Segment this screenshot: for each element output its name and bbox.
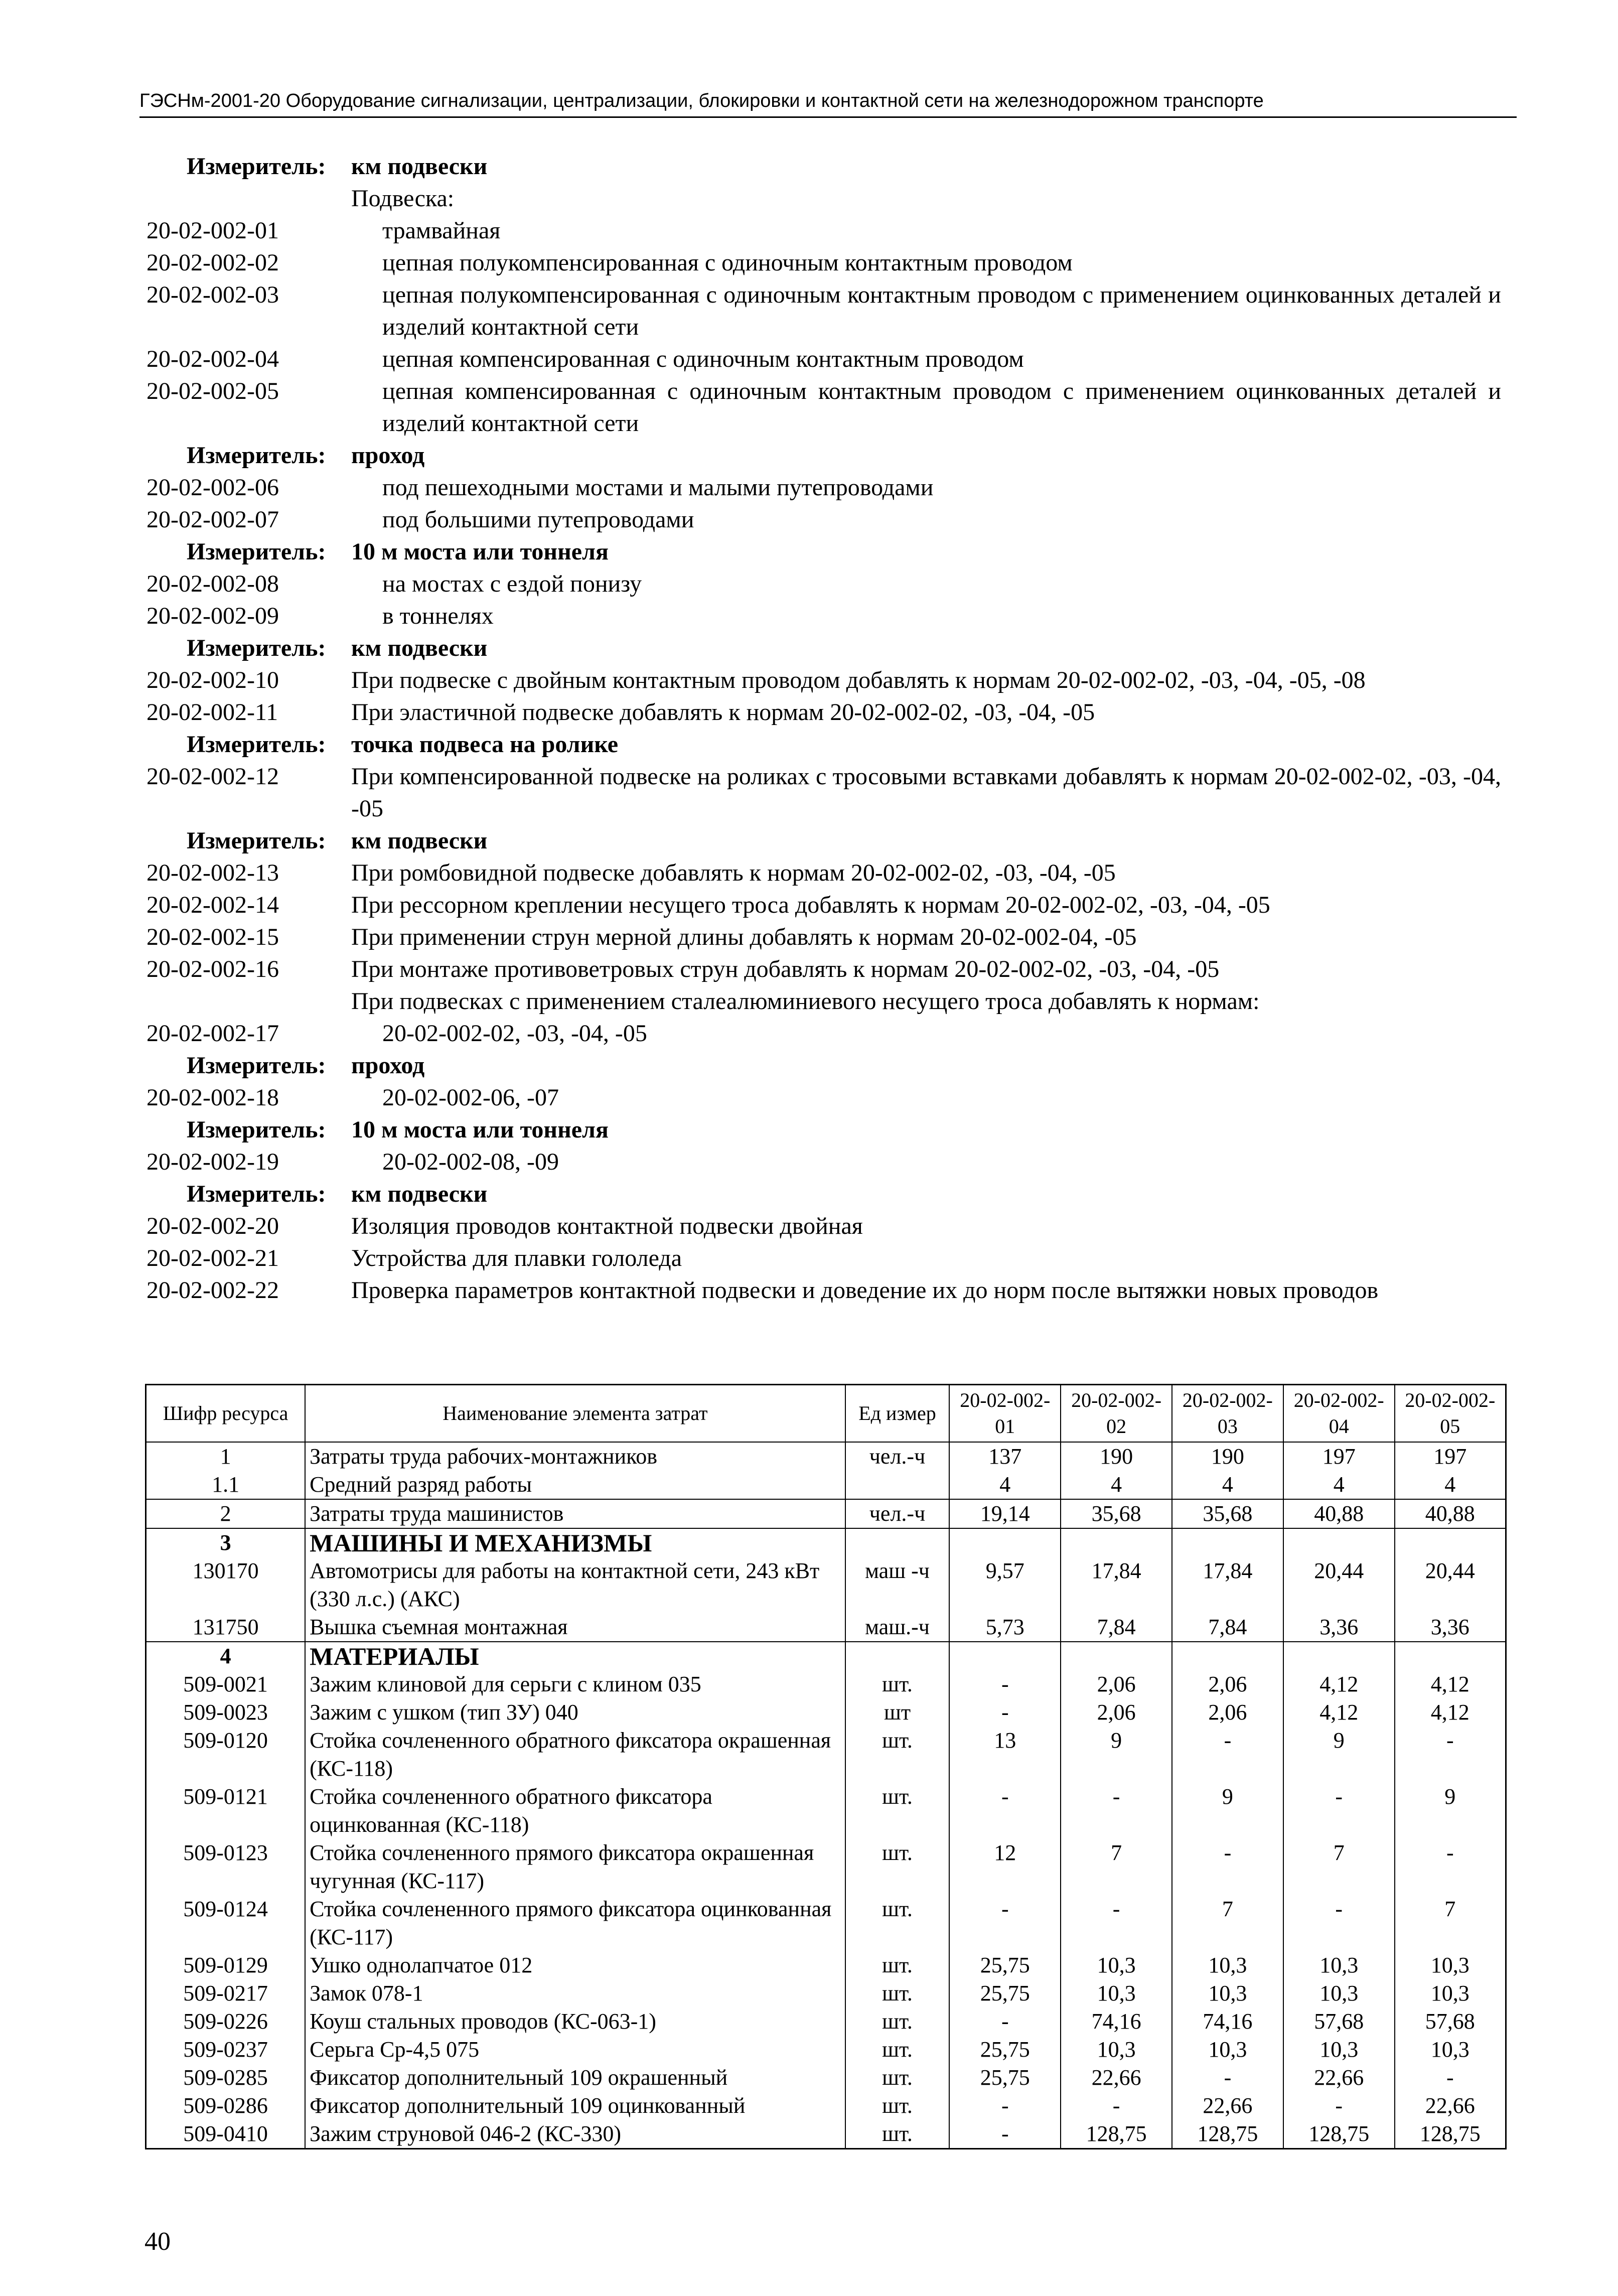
table-section-row bbox=[146, 1528, 1506, 1557]
norm-item bbox=[146, 215, 1501, 247]
cost-element-name: Затраты труда машинистов bbox=[305, 1499, 845, 1528]
norm-description: При ромбовидной подвеске добавлять к нормам 20-02-002-02, -03, -04, -05 bbox=[351, 859, 1116, 886]
measure-line bbox=[146, 440, 1501, 472]
norm-item bbox=[146, 375, 1501, 440]
norm-value: - bbox=[1172, 2064, 1283, 2092]
cost-element-name: Стойка сочлененного обратного фиксатора окрашенная (КС-118) bbox=[305, 1727, 845, 1783]
norm-value: 10,3 bbox=[1395, 1951, 1506, 1979]
norm-description: цепная компенсированная с одиночным контактным проводом bbox=[382, 346, 1024, 372]
norm-value: 4 bbox=[1395, 1471, 1506, 1499]
norm-value: 9 bbox=[1061, 1727, 1172, 1783]
norm-description: цепная полукомпенсированная с одиночным контактным проводом bbox=[382, 249, 1073, 276]
unit: маш -ч bbox=[845, 1557, 950, 1613]
resource-code: 1.1 bbox=[146, 1471, 306, 1499]
norm-value: 2,06 bbox=[1172, 1698, 1283, 1727]
norm-value bbox=[1395, 1642, 1506, 1670]
norm-item bbox=[146, 600, 1501, 632]
cost-element-name: Средний разряд работы bbox=[305, 1471, 845, 1499]
cost-element-name: МАШИНЫ И МЕХАНИЗМЫ bbox=[305, 1528, 845, 1557]
table-row bbox=[146, 2036, 1506, 2064]
norm-value: 128,75 bbox=[1395, 2120, 1506, 2149]
norm-description: При эластичной подвеске добавлять к нормам 20-02-002-02, -03, -04, -05 bbox=[351, 699, 1095, 726]
measure-value: 10 м моста или тоннеля bbox=[351, 538, 609, 565]
norm-description: под большими путепроводами bbox=[382, 506, 694, 533]
norm-item bbox=[146, 472, 1501, 504]
norm-value: 57,68 bbox=[1283, 2007, 1395, 2036]
norm-code: 20-02-002-02 bbox=[146, 249, 279, 276]
norm-value: 10,3 bbox=[1395, 1979, 1506, 2007]
norm-value bbox=[1395, 1528, 1506, 1557]
norm-value: 9 bbox=[1395, 1783, 1506, 1839]
norm-description: в тоннелях bbox=[382, 603, 494, 629]
norm-item bbox=[146, 1242, 1501, 1274]
norm-code: 20-02-002-16 bbox=[146, 956, 279, 982]
table-row bbox=[146, 1613, 1506, 1642]
norm-value: - bbox=[949, 1783, 1061, 1839]
norm-value: 4 bbox=[1283, 1471, 1395, 1499]
norm-value: 9,57 bbox=[949, 1557, 1061, 1613]
norm-value: 35,68 bbox=[1061, 1499, 1172, 1528]
cost-element-name: Серьга Ср-4,5 075 bbox=[305, 2036, 845, 2064]
norm-description: 20-02-002-02, -03, -04, -05 bbox=[382, 1020, 647, 1047]
norm-description: При подвеске с двойным контактным проводом добавлять к нормам 20-02-002-02, -03, -04, -05, -08 bbox=[351, 667, 1366, 693]
norm-description: При монтаже противоветровых струн добавлять к нормам 20-02-002-02, -03, -04, -05 bbox=[351, 956, 1220, 982]
norm-value: 4 bbox=[949, 1471, 1061, 1499]
unit: шт. bbox=[845, 1670, 950, 1698]
norm-value: 25,75 bbox=[949, 2036, 1061, 2064]
cost-element-name: Зажим с ушком (тип ЗУ) 040 bbox=[305, 1698, 845, 1727]
norm-item bbox=[146, 279, 1501, 343]
norms-list bbox=[146, 151, 1501, 1307]
resource-code: 509-0124 bbox=[146, 1895, 306, 1951]
norm-value: 10,3 bbox=[1172, 1979, 1283, 2007]
norm-value: 12 bbox=[949, 1839, 1061, 1895]
norm-code: 20-02-002-19 bbox=[146, 1149, 279, 1175]
norm-value: 10,3 bbox=[1061, 1979, 1172, 2007]
norm-value bbox=[1061, 1528, 1172, 1557]
table-row bbox=[146, 1499, 1506, 1528]
norm-item bbox=[146, 857, 1501, 889]
measure-value: км подвески bbox=[351, 153, 488, 180]
norm-value: 4,12 bbox=[1395, 1670, 1506, 1698]
norm-value: 4 bbox=[1172, 1471, 1283, 1499]
cost-element-name: Зажим струновой 046-2 (КС-330) bbox=[305, 2120, 845, 2149]
norm-value: 4,12 bbox=[1283, 1698, 1395, 1727]
norm-value: - bbox=[1283, 1783, 1395, 1839]
cost-element-name: Ушко однолапчатое 012 bbox=[305, 1951, 845, 1979]
norm-item bbox=[146, 1274, 1501, 1307]
resource-code: 509-0123 bbox=[146, 1839, 306, 1895]
norm-value: 197 bbox=[1283, 1442, 1395, 1471]
unit bbox=[845, 1642, 950, 1670]
resource-code: 509-0217 bbox=[146, 1979, 306, 2007]
resource-code: 4 bbox=[146, 1642, 306, 1670]
norm-item bbox=[146, 1210, 1501, 1242]
measure-label: Измеритель: bbox=[187, 1181, 326, 1207]
measure-line bbox=[146, 151, 1501, 183]
norm-value bbox=[1283, 1642, 1395, 1670]
resource-code: 509-0410 bbox=[146, 2120, 306, 2149]
norm-value: - bbox=[949, 2120, 1061, 2149]
norm-value: 10,3 bbox=[1283, 1951, 1395, 1979]
norm-code: 20-02-002-08 bbox=[146, 570, 279, 597]
norm-value bbox=[1061, 1642, 1172, 1670]
unit: шт. bbox=[845, 1979, 950, 2007]
norm-item bbox=[146, 247, 1501, 279]
unit: шт. bbox=[845, 1839, 950, 1895]
norm-value: 7,84 bbox=[1061, 1613, 1172, 1642]
norm-item bbox=[146, 1082, 1501, 1114]
table-row bbox=[146, 1557, 1506, 1613]
norm-value: 2,06 bbox=[1061, 1698, 1172, 1727]
norm-value: 10,3 bbox=[1172, 2036, 1283, 2064]
norm-value: - bbox=[1172, 1839, 1283, 1895]
header-unit: Ед измер bbox=[845, 1385, 950, 1443]
table-row bbox=[146, 2064, 1506, 2092]
resource-code: 509-0226 bbox=[146, 2007, 306, 2036]
cost-element-name: Стойка сочлененного прямого фиксатора оцинкованная (КС-117) bbox=[305, 1895, 845, 1951]
measure-label: Измеритель: bbox=[187, 1052, 326, 1079]
resource-code: 130170 bbox=[146, 1557, 306, 1613]
norm-value: - bbox=[1172, 1727, 1283, 1783]
norm-code: 20-02-002-13 bbox=[146, 859, 279, 886]
measure-value: проход bbox=[351, 1052, 425, 1079]
norm-value: 40,88 bbox=[1395, 1499, 1506, 1528]
measure-line bbox=[146, 632, 1501, 664]
norm-value: 40,88 bbox=[1283, 1499, 1395, 1528]
norm-value: 57,68 bbox=[1395, 2007, 1506, 2036]
norm-value: 17,84 bbox=[1172, 1557, 1283, 1613]
unit: шт. bbox=[845, 2092, 950, 2120]
norm-code: 20-02-002-17 bbox=[146, 1020, 279, 1047]
cost-element-name: Фиксатор дополнительный 109 окрашенный bbox=[305, 2064, 845, 2092]
table-row bbox=[146, 1979, 1506, 2007]
cost-element-name: Стойка сочлененного прямого фиксатора окрашенная чугунная (КС-117) bbox=[305, 1839, 845, 1895]
unit bbox=[845, 1471, 950, 1499]
cost-element-name: Замок 078-1 bbox=[305, 1979, 845, 2007]
resource-code: 509-0021 bbox=[146, 1670, 306, 1698]
norm-description: под пешеходными мостами и малыми путепроводами bbox=[382, 474, 934, 501]
subheading bbox=[146, 183, 1501, 215]
norm-value: 74,16 bbox=[1061, 2007, 1172, 2036]
norm-item bbox=[146, 889, 1501, 921]
table-row bbox=[146, 1839, 1506, 1895]
norm-description: на мостах с ездой понизу bbox=[382, 570, 642, 597]
norm-value: 74,16 bbox=[1172, 2007, 1283, 2036]
norm-value: 2,06 bbox=[1172, 1670, 1283, 1698]
norm-code: 20-02-002-11 bbox=[146, 699, 278, 726]
norm-value: - bbox=[1283, 1895, 1395, 1951]
norm-value: 10,3 bbox=[1395, 2036, 1506, 2064]
norm-value bbox=[1172, 1528, 1283, 1557]
resource-code: 509-0120 bbox=[146, 1727, 306, 1783]
resource-code: 509-0286 bbox=[146, 2092, 306, 2120]
cost-element-name: Зажим клиновой для серьги с клином 035 bbox=[305, 1670, 845, 1698]
norm-code: 20-02-002-12 bbox=[146, 763, 279, 790]
norm-description: При компенсированной подвеске на роликах с тросовыми вставками добавлять к нормам 20-02-002-02, -03, -04, -05 bbox=[351, 763, 1501, 822]
table-row bbox=[146, 2007, 1506, 2036]
norm-value: 20,44 bbox=[1283, 1557, 1395, 1613]
norm-value: 4,12 bbox=[1395, 1698, 1506, 1727]
norm-value: 128,75 bbox=[1172, 2120, 1283, 2149]
unit: шт. bbox=[845, 1783, 950, 1839]
norm-value: 9 bbox=[1283, 1727, 1395, 1783]
norm-value: 22,66 bbox=[1283, 2064, 1395, 2092]
norm-description: При применении струн мерной длины добавлять к нормам 20-02-002-04, -05 bbox=[351, 924, 1137, 950]
norm-value: 4 bbox=[1061, 1471, 1172, 1499]
measure-value: точка подвеса на ролике bbox=[351, 731, 619, 758]
norm-code: 20-02-002-07 bbox=[146, 506, 279, 533]
measure-line bbox=[146, 536, 1501, 568]
cost-element-name: Стойка сочлененного обратного фиксатора оцинкованная (КС-118) bbox=[305, 1783, 845, 1839]
header-cost-element: Наименование элемента затрат bbox=[305, 1385, 845, 1443]
norm-code: 20-02-002-05 bbox=[146, 378, 279, 404]
norm-code: 20-02-002-03 bbox=[146, 281, 279, 308]
norm-description: цепная компенсированная с одиночным контактным проводом с применением оцинкованных деталей и изделий контактной сети bbox=[382, 378, 1501, 437]
measure-line bbox=[146, 1050, 1501, 1082]
norm-description: Проверка параметров контактной подвески и доведение их до норм после вытяжки новых проводов bbox=[351, 1277, 1379, 1304]
norm-description: 20-02-002-08, -09 bbox=[382, 1149, 559, 1175]
measure-line bbox=[146, 825, 1501, 857]
norm-value bbox=[1283, 1528, 1395, 1557]
unit: чел.-ч bbox=[845, 1442, 950, 1471]
norm-code: 20-02-002-21 bbox=[146, 1245, 279, 1271]
norm-description: трамвайная bbox=[382, 217, 501, 244]
norm-value: - bbox=[1283, 2092, 1395, 2120]
note-text: При подвесках с применением сталеалюминиевого несущего троса добавлять к нормам: bbox=[351, 988, 1260, 1015]
norm-code: 20-02-002-04 bbox=[146, 346, 279, 372]
table-row bbox=[146, 1442, 1506, 1471]
resource-code: 509-0285 bbox=[146, 2064, 306, 2092]
norm-value: 25,75 bbox=[949, 1951, 1061, 1979]
norm-value: - bbox=[1395, 1727, 1506, 1783]
unit: чел.-ч bbox=[845, 1499, 950, 1528]
unit: шт. bbox=[845, 2007, 950, 2036]
norm-value: 20,44 bbox=[1395, 1557, 1506, 1613]
norm-value: - bbox=[949, 1698, 1061, 1727]
norm-description: Изоляция проводов контактной подвески двойная bbox=[351, 1213, 863, 1239]
norm-value: - bbox=[949, 1895, 1061, 1951]
table-row bbox=[146, 1895, 1506, 1951]
cost-element-name: Коуш стальных проводов (КС-063-1) bbox=[305, 2007, 845, 2036]
norm-value bbox=[949, 1642, 1061, 1670]
norm-code: 20-02-002-18 bbox=[146, 1084, 279, 1111]
table-row bbox=[146, 1951, 1506, 1979]
table-row bbox=[146, 1698, 1506, 1727]
measure-line bbox=[146, 1114, 1501, 1146]
norm-value: 128,75 bbox=[1061, 2120, 1172, 2149]
table-row bbox=[146, 1471, 1506, 1499]
norm-value: - bbox=[1061, 2092, 1172, 2120]
norm-code: 20-02-002-09 bbox=[146, 603, 279, 629]
norm-description: Устройства для плавки гололеда bbox=[351, 1245, 682, 1271]
norm-value: 35,68 bbox=[1172, 1499, 1283, 1528]
norm-item bbox=[146, 761, 1501, 825]
norm-value: 190 bbox=[1061, 1442, 1172, 1471]
resource-code: 509-0237 bbox=[146, 2036, 306, 2064]
unit: маш.-ч bbox=[845, 1613, 950, 1642]
norm-value: 128,75 bbox=[1283, 2120, 1395, 2149]
unit: шт. bbox=[845, 1727, 950, 1783]
resource-code: 131750 bbox=[146, 1613, 306, 1642]
measure-label: Измеритель: bbox=[187, 153, 326, 180]
norm-item bbox=[146, 343, 1501, 375]
unit: шт. bbox=[845, 1895, 950, 1951]
norm-code: 20-02-002-01 bbox=[146, 217, 279, 244]
norm-value: 19,14 bbox=[949, 1499, 1061, 1528]
norm-value: 22,66 bbox=[1172, 2092, 1283, 2120]
unit: шт bbox=[845, 1698, 950, 1727]
cost-element-name: МАТЕРИАЛЫ bbox=[305, 1642, 845, 1670]
norm-value: 7 bbox=[1395, 1895, 1506, 1951]
norm-description: При рессорном креплении несущего троса добавлять к нормам 20-02-002-02, -03, -04, -05 bbox=[351, 892, 1270, 918]
norm-value: 10,3 bbox=[1283, 2036, 1395, 2064]
measure-label: Измеритель: bbox=[187, 731, 326, 758]
norm-value bbox=[1172, 1642, 1283, 1670]
resource-code: 2 bbox=[146, 1499, 306, 1528]
norm-value: - bbox=[1061, 1895, 1172, 1951]
norm-value: 10,3 bbox=[1061, 2036, 1172, 2064]
resource-code: 509-0129 bbox=[146, 1951, 306, 1979]
table-section-row bbox=[146, 1642, 1506, 1670]
header-norm-01: 20-02-002-01 bbox=[949, 1385, 1061, 1443]
measure-value: км подвески bbox=[351, 827, 488, 854]
norm-value: - bbox=[949, 2007, 1061, 2036]
norm-description: 20-02-002-06, -07 bbox=[382, 1084, 559, 1111]
unit: шт. bbox=[845, 2120, 950, 2149]
resource-code: 3 bbox=[146, 1528, 306, 1557]
norm-value: 4,12 bbox=[1283, 1670, 1395, 1698]
unit: шт. bbox=[845, 1951, 950, 1979]
norm-value: 10,3 bbox=[1061, 1951, 1172, 1979]
norm-item bbox=[146, 696, 1501, 729]
measure-value: км подвески bbox=[351, 1181, 488, 1207]
norm-value: 25,75 bbox=[949, 2064, 1061, 2092]
norm-value: 9 bbox=[1172, 1783, 1283, 1839]
measure-label: Измеритель: bbox=[187, 635, 326, 661]
norm-value: 22,66 bbox=[1395, 2092, 1506, 2120]
norm-value: - bbox=[1395, 1839, 1506, 1895]
norm-value: 7 bbox=[1172, 1895, 1283, 1951]
norm-value: 137 bbox=[949, 1442, 1061, 1471]
unit: шт. bbox=[845, 2036, 950, 2064]
norm-code: 20-02-002-06 bbox=[146, 474, 279, 501]
note-line bbox=[146, 985, 1501, 1018]
norm-code: 20-02-002-10 bbox=[146, 667, 279, 693]
norm-value bbox=[949, 1528, 1061, 1557]
norm-item bbox=[146, 1146, 1501, 1178]
norm-value: 3,36 bbox=[1283, 1613, 1395, 1642]
measure-label: Измеритель: bbox=[187, 538, 326, 565]
norm-value: - bbox=[949, 2092, 1061, 2120]
page-number: 40 bbox=[144, 2227, 171, 2256]
unit bbox=[845, 1528, 950, 1557]
measure-label: Измеритель: bbox=[187, 1116, 326, 1143]
norm-value: 25,75 bbox=[949, 1979, 1061, 2007]
norm-value: 3,36 bbox=[1395, 1613, 1506, 1642]
measure-value: 10 м моста или тоннеля bbox=[351, 1116, 609, 1143]
norm-code: 20-02-002-14 bbox=[146, 892, 279, 918]
measure-value: км подвески bbox=[351, 635, 488, 661]
table-row bbox=[146, 1670, 1506, 1698]
norm-item bbox=[146, 568, 1501, 600]
norm-item bbox=[146, 504, 1501, 536]
header-norm-04: 20-02-002-04 bbox=[1283, 1385, 1395, 1443]
norm-value: 7 bbox=[1283, 1839, 1395, 1895]
norm-value: 10,3 bbox=[1283, 1979, 1395, 2007]
norm-code: 20-02-002-15 bbox=[146, 924, 279, 950]
resource-code: 1 bbox=[146, 1442, 306, 1471]
table-row bbox=[146, 2092, 1506, 2120]
resource-code: 509-0121 bbox=[146, 1783, 306, 1839]
table-row bbox=[146, 1727, 1506, 1783]
norm-value: - bbox=[1395, 2064, 1506, 2092]
subheading-text: Подвеска: bbox=[351, 185, 455, 212]
norm-value: 5,73 bbox=[949, 1613, 1061, 1642]
norm-value: 7 bbox=[1061, 1839, 1172, 1895]
header-resource-code: Шифр ресурса bbox=[146, 1385, 306, 1443]
header-norm-03: 20-02-002-03 bbox=[1172, 1385, 1283, 1443]
norm-item bbox=[146, 953, 1501, 985]
running-header: ГЭСНм-2001-20 Оборудование сигнализации, централизации, блокировки и контактной сети на железнодорожном транспорте bbox=[139, 88, 1517, 118]
norm-description: цепная полукомпенсированная с одиночным контактным проводом с применением оцинкованных деталей и изделий контактной сети bbox=[382, 281, 1501, 340]
measure-value: проход bbox=[351, 442, 425, 469]
norm-value: - bbox=[1061, 1783, 1172, 1839]
norm-item bbox=[146, 921, 1501, 953]
norm-value: 197 bbox=[1395, 1442, 1506, 1471]
table-header-row bbox=[146, 1385, 1506, 1443]
measure-label: Измеритель: bbox=[187, 827, 326, 854]
resource-code: 509-0023 bbox=[146, 1698, 306, 1727]
measure-label: Измеритель: bbox=[187, 442, 326, 469]
norm-value: 190 bbox=[1172, 1442, 1283, 1471]
header-norm-02: 20-02-002-02 bbox=[1061, 1385, 1172, 1443]
norm-value: 7,84 bbox=[1172, 1613, 1283, 1642]
norm-value: 2,06 bbox=[1061, 1670, 1172, 1698]
norm-value: - bbox=[949, 1670, 1061, 1698]
norm-value: 13 bbox=[949, 1727, 1061, 1783]
norm-item bbox=[146, 664, 1501, 696]
norm-value: 22,66 bbox=[1061, 2064, 1172, 2092]
table-row bbox=[146, 1783, 1506, 1839]
norm-value: 17,84 bbox=[1061, 1557, 1172, 1613]
cost-element-name: Вышка съемная монтажная bbox=[305, 1613, 845, 1642]
table-row bbox=[146, 2120, 1506, 2149]
cost-element-name: Автомотрисы для работы на контактной сети, 243 кВт (330 л.с.) (АКС) bbox=[305, 1557, 845, 1613]
norm-code: 20-02-002-20 bbox=[146, 1213, 279, 1239]
header-norm-05: 20-02-002-05 bbox=[1395, 1385, 1506, 1443]
cost-element-name: Затраты труда рабочих-монтажников bbox=[305, 1442, 845, 1471]
unit: шт. bbox=[845, 2064, 950, 2092]
norm-code: 20-02-002-22 bbox=[146, 1277, 279, 1304]
norm-value: 10,3 bbox=[1172, 1951, 1283, 1979]
measure-line bbox=[146, 1178, 1501, 1210]
cost-element-name: Фиксатор дополнительный 109 оцинкованный bbox=[305, 2092, 845, 2120]
norm-item bbox=[146, 1018, 1501, 1050]
measure-line bbox=[146, 729, 1501, 761]
resource-cost-table bbox=[145, 1384, 1507, 2149]
